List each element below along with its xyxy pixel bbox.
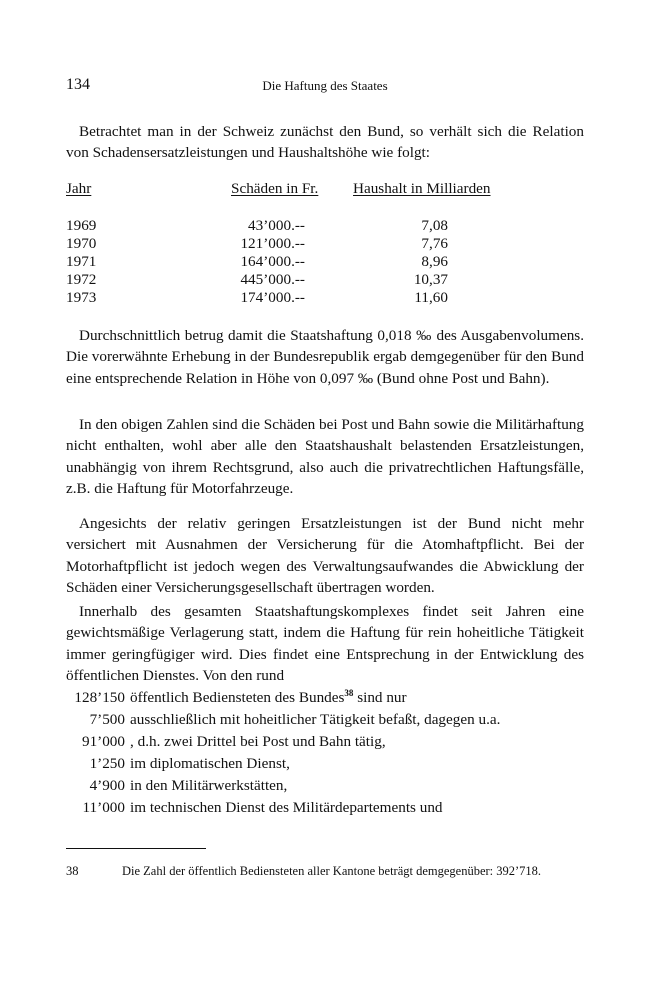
paragraph-liability-ratio: Durchschnittlich betrug damit die Staatshaftung 0,018 ‰ des Ausgabenvolumens. Die vorerwähnte Erhebung in der Bundesrepublik ergab demgegenüber für den Bund eine entsprechende Relation in Höhe von 0,097 ‰ (Bund ohne Post und Bahn). — [66, 327, 584, 387]
staff-text-after: sind nur — [353, 689, 407, 706]
staff-description — [130, 689, 407, 706]
cell-damages: 174’000.-- — [240, 289, 305, 306]
cell-budget: 7,08 — [421, 217, 448, 234]
footnote-number: 38 — [66, 864, 79, 878]
cell-year: 1970 — [66, 235, 97, 252]
cell-year: 1972 — [66, 271, 97, 288]
list-item — [40, 799, 443, 817]
paragraph-excluded-damages: In den obigen Zahlen sind die Schäden bei Post und Bahn sowie die Militärhaftung nicht enthalten, wohl aber alle den Staatshaushalt belastenden Ersatzleistungen, unabhängig von ihrem Rechtsgrund, also auch die privatrechtlichen Haftungsfälle, z.B. die Haftung für Motorfahrzeuge. — [66, 416, 584, 498]
staff-count: 1’250 — [89, 755, 125, 772]
column-header-damages: Schäden in Fr. — [231, 180, 319, 197]
cell-budget: 8,96 — [421, 253, 448, 270]
staff-description: im technischen Dienst des Militärdepartements und — [130, 799, 443, 816]
cell-damages: 164’000.-- — [240, 253, 305, 270]
staff-count: 91’000 — [81, 733, 125, 750]
footnote-marker: 38 — [344, 687, 354, 698]
footnote — [66, 864, 541, 879]
list-item — [40, 733, 386, 751]
cell-year: 1971 — [66, 253, 97, 270]
cell-year: 1973 — [66, 289, 97, 306]
page-number: 134 — [66, 76, 90, 93]
staff-description: ausschließlich mit hoheitlicher Tätigkeit befaßt, dagegen u.a. — [130, 711, 501, 728]
footnote-text: Die Zahl der öffentlich Bediensteten aller Kantone beträgt demgegenüber: 392’718. — [122, 864, 542, 878]
staff-description: im diplomatischen Dienst, — [130, 755, 290, 772]
footnote-divider — [66, 848, 206, 849]
list-item — [40, 711, 500, 729]
list-item — [40, 755, 290, 773]
paragraph-shift: Innerhalb des gesamten Staatshaftungskomplexes findet seit Jahren eine gewichtsmäßige Verlagerung statt, indem die Haftung für rein hoheitliche Tätigkeit immer geringfügiger wird. Dies findet eine Entsprechung in der Entwicklung des öffentlichen Dienstes. Von den rund — [66, 603, 584, 685]
staff-text: öffentlich Bediensteten des Bundes — [130, 689, 345, 706]
staff-count: 128’150 — [74, 689, 125, 706]
cell-damages: 445’000.-- — [240, 271, 305, 288]
paragraph-intro: Betrachtet man in der Schweiz zunächst den Bund, so verhält sich die Relation von Schadensersatzleistungen und Haushaltshöhe wie folgt: — [66, 123, 584, 162]
column-header-year: Jahr — [66, 180, 92, 197]
cell-budget: 11,60 — [414, 289, 448, 306]
paragraph-insurance: Angesichts der relativ geringen Ersatzleistungen ist der Bund nicht mehr versichert mit Ausnahmen der Versicherung für die Atomhaftpflicht. Bei der Motorhaftpflicht ist jedoch wegen des Verwaltungsaufwandes die Abwicklung der Schäden einer Versicherungsgesellschaft übertragen worden. — [66, 515, 584, 597]
running-head: Die Haftung des Staates — [262, 78, 388, 93]
cell-damages: 43’000.-- — [248, 217, 305, 234]
staff-count: 7’500 — [89, 711, 125, 728]
list-item — [40, 777, 287, 795]
cell-budget: 10,37 — [413, 271, 448, 288]
column-header-budget: Haushalt in Milliarden — [353, 180, 491, 197]
staff-description: , d.h. zwei Drittel bei Post und Bahn tätig, — [130, 733, 386, 750]
cell-damages: 121’000.-- — [240, 235, 305, 252]
staff-count: 4’900 — [89, 777, 125, 794]
list-item — [40, 689, 407, 707]
cell-budget: 7,76 — [421, 235, 448, 252]
staff-description: in den Militärwerkstätten, — [130, 777, 288, 794]
staff-count: 11’000 — [82, 799, 125, 816]
cell-year: 1969 — [66, 217, 97, 234]
